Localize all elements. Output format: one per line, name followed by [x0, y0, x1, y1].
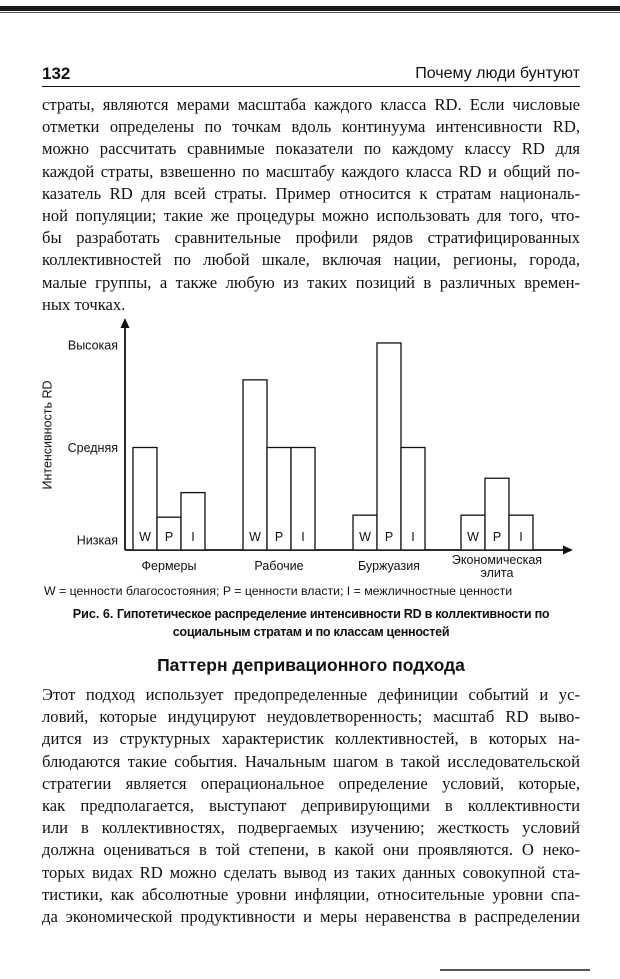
- group-label: Буржуазия: [358, 559, 420, 573]
- y-axis-arrow: [121, 318, 130, 328]
- group-label: Экономическая: [451, 553, 543, 567]
- bar-label: I: [519, 530, 523, 544]
- figure-6-chart: [40, 310, 585, 600]
- bar-label: P: [274, 530, 284, 544]
- paragraph-2-line: ловий, которые индуцируют неудовлетворенность; масштаб RD выво-: [42, 707, 580, 727]
- y-axis-title: Интенсивность RD: [40, 380, 55, 490]
- group-label: Рабочие: [254, 559, 304, 573]
- paragraph-1-line: можно рассчитать сравнимые показатели по каждому классу RD для: [42, 139, 580, 159]
- section-heading: Паттерн депривационного подхода: [157, 655, 465, 675]
- bar-label: W: [359, 530, 371, 544]
- bar-chart-svg: [40, 310, 585, 600]
- bar-label: P: [492, 530, 502, 544]
- y-level-label: Высокая: [67, 338, 118, 353]
- top-border-rule: [0, 6, 620, 11]
- paragraph-2-line: да экономической продуктивности и меры неравенства в распределении: [42, 907, 580, 927]
- paragraph-2-line: дится из структурных характеристик коллективностей, в которых на-: [42, 729, 580, 749]
- paragraph-2-line: торых видах RD можно сделать вывод из таких данных совокупной ста-: [42, 862, 580, 882]
- bar-label: I: [411, 530, 415, 544]
- group-label: Фермеры: [141, 559, 197, 573]
- figure-caption-text: Гипотетическое распределение интенсивности RD в коллективности по социальным стратам и по классам ценностей: [116, 607, 550, 639]
- paragraph-2-line: тистики, как абсолютные уровни инфляции, относительные уровни спа-: [42, 884, 580, 904]
- bar-label: P: [384, 530, 394, 544]
- figure-caption: [42, 605, 580, 641]
- y-level-label: Низкая: [76, 533, 118, 548]
- paragraph-1-line: ной популяции; такие же процедуры можно использовать для того, что-: [42, 206, 580, 226]
- paragraph-2-line: как предполагается, выступают депривирующими в коллективности: [42, 796, 580, 816]
- page-number: 132: [42, 64, 71, 83]
- group-label: элита: [480, 566, 514, 580]
- paragraph-2-line: или в коллективностях, подвергаемых изучению; жесткость условий: [42, 818, 580, 838]
- x-axis-arrow: [563, 546, 573, 555]
- running-head: [42, 62, 580, 87]
- figure-caption-label: Рис. 6.: [72, 607, 114, 621]
- paragraph-1-line: страты, являются мерами масштаба каждого класса RD. Если числовые: [42, 95, 580, 114]
- paragraph-1-line: казатель RD для всей страты. Пример относится к стратам националь-: [42, 183, 580, 203]
- paragraph-2-line: Этот подход использует предопределенные дефиниции событий и ус-: [42, 685, 580, 704]
- bar: [243, 380, 267, 550]
- paragraph-2-line: блюдаются такие события. Начальным шагом в такой исследовательской: [42, 751, 580, 771]
- bar-label: P: [164, 530, 174, 544]
- y-level-label: Средняя: [67, 441, 118, 455]
- bar: [377, 343, 401, 550]
- paragraph-2-line: стратегии является операциональное определение условий, которые,: [42, 773, 580, 793]
- paragraph-1-line: коллективностей по любой шкале, включая нации, регионы, города,: [42, 250, 580, 270]
- bar-label: W: [467, 530, 479, 544]
- bar-label: W: [249, 530, 261, 544]
- bottom-border-rule: [440, 969, 590, 971]
- paragraph-1: [42, 94, 580, 316]
- running-title: Почему люди бунтуют: [415, 65, 580, 82]
- bar-label: I: [301, 530, 305, 544]
- paragraph-1-line: бы разработать сравнительные профили рядов стратифицированных: [42, 228, 580, 248]
- paragraph-1-line: отметки определены по точкам вдоль континуума интенсивности RD,: [42, 117, 580, 137]
- bar-label: I: [191, 530, 195, 544]
- bar-label: W: [139, 530, 151, 544]
- paragraph-1-line: каждой страты, взвешенно по масштабу каждого класса RD и общий по-: [42, 161, 580, 181]
- top-border-thin-rule: [0, 12, 620, 13]
- paragraph-1-line: малые группы, а также любую из таких позиций в различных времен-: [42, 272, 580, 292]
- paragraph-1-line: ных точках.: [42, 294, 126, 314]
- paragraph-2-line: должна оцениваться в той степени, в какой они проявляются. О неко-: [42, 840, 580, 860]
- chart-legend: W = ценности благосостояния; P = ценности власти; I = межличностные ценности: [44, 584, 513, 598]
- paragraph-2: [42, 684, 580, 928]
